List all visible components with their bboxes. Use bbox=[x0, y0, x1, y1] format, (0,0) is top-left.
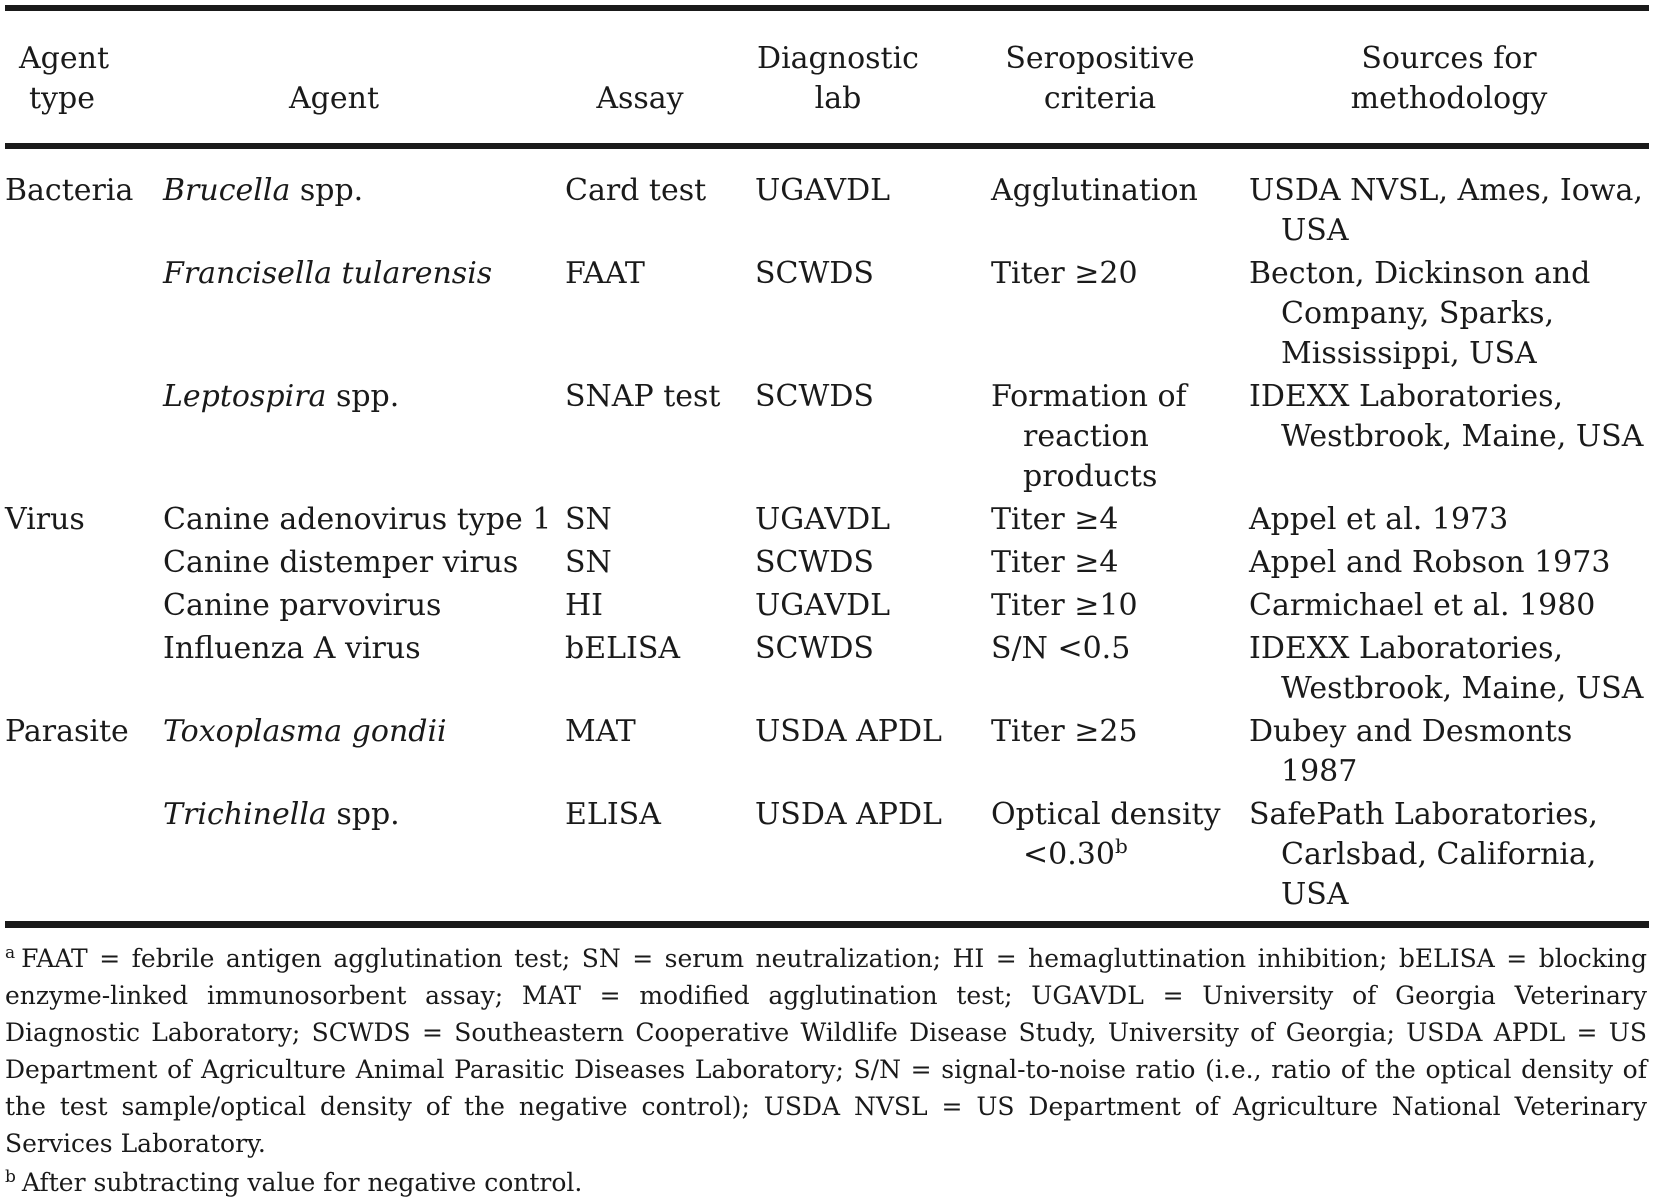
criteria-text: Titer ≥20 bbox=[991, 256, 1138, 291]
cell-criteria bbox=[991, 586, 1249, 629]
cell-assay: HI bbox=[565, 588, 604, 623]
cell-agent-type bbox=[5, 543, 163, 586]
cell-diagnostic-lab: SCWDS bbox=[755, 256, 874, 291]
header-agent-type-line2: type bbox=[29, 81, 95, 116]
agent-name-italic: Brucella bbox=[163, 173, 291, 208]
agent-name-text: spp. bbox=[326, 379, 400, 414]
cell-assay: MAT bbox=[565, 714, 636, 749]
agent-name-text: spp. bbox=[326, 797, 400, 832]
cell-agent-type bbox=[5, 586, 163, 629]
cell-source: SafePath Laboratories, Carlsbad, California, USA bbox=[1249, 797, 1598, 912]
cell-agent-type bbox=[5, 712, 163, 795]
table-header bbox=[5, 11, 1649, 143]
cell-diagnostic-lab: SCWDS bbox=[755, 545, 874, 580]
header-criteria-line2: criteria bbox=[1043, 81, 1157, 116]
header-assay: Assay bbox=[596, 81, 684, 116]
cell-assay: bELISA bbox=[565, 631, 681, 666]
cell-diagnostic-lab: USDA APDL bbox=[755, 714, 942, 749]
cell-diagnostic-lab: SCWDS bbox=[755, 379, 874, 414]
footnote-a bbox=[5, 940, 1647, 1162]
footnote-b bbox=[5, 1164, 1647, 1201]
criteria-text: Optical density <0.30 bbox=[991, 797, 1221, 872]
cell-assay: FAAT bbox=[565, 256, 645, 291]
cell-agent bbox=[163, 629, 565, 712]
header-diagnostic-lab bbox=[755, 11, 991, 143]
criteria-text: Titer ≥25 bbox=[991, 714, 1138, 749]
cell-agent bbox=[163, 586, 565, 629]
agent-name-text: Canine adenovirus type 1 bbox=[163, 502, 552, 537]
header-lab-line2: lab bbox=[814, 81, 862, 116]
cell-assay: Card test bbox=[565, 173, 707, 208]
cell-source: IDEXX Laboratories, Westbrook, Maine, USA bbox=[1249, 379, 1644, 454]
header-agent-type-line1: Agent bbox=[19, 41, 109, 76]
cell-source: Dubey and Desmonts 1987 bbox=[1249, 714, 1573, 789]
cell-assay: SN bbox=[565, 545, 612, 580]
header-seropositive-criteria bbox=[991, 11, 1249, 143]
cell-agent-type bbox=[5, 171, 163, 254]
cell-assay: ELISA bbox=[565, 797, 661, 832]
agent-type-text: Bacteria bbox=[5, 173, 134, 208]
cell-diagnostic-lab: USDA APDL bbox=[755, 797, 942, 832]
cell-source: Becton, Dickinson and Company, Sparks, Mississippi, USA bbox=[1249, 256, 1591, 371]
footnote-a-text: FAAT = febrile antigen agglutination test; SN = serum neutralization; HI = hemagluttination inhibition; bELISA = blocking enzyme-linked immunosorbent assay; MAT = modified agglutination test; UGAVDL = University of Georgia Veterinary Diagnostic Laboratory; SCWDS = Southeastern Cooperative Wildlife Disease Study, University of Georgia; USDA APDL = US Department of Agriculture Animal Parasitic Diseases Laboratory; S/N = signal-to-noise ratio (i.e., ratio of the optical density of the test sample/optical density of the negative control); USDA NVSL = US Department of Agriculture National Veterinary Services Laboratory. bbox=[5, 944, 1647, 1158]
header-lab-line1: Diagnostic bbox=[757, 41, 919, 76]
agent-type-text: Parasite bbox=[5, 714, 129, 749]
cell-source: Carmichael et al. 1980 bbox=[1249, 588, 1596, 623]
agent-name-text: spp. bbox=[290, 173, 364, 208]
cell-agent bbox=[163, 377, 565, 500]
header-agent: Agent bbox=[289, 81, 379, 116]
cell-agent bbox=[163, 171, 565, 254]
cell-criteria bbox=[991, 712, 1249, 795]
cell-assay: SN bbox=[565, 502, 612, 537]
header-sources-line2: methodology bbox=[1350, 81, 1548, 116]
table-bottom-rule bbox=[5, 921, 1649, 928]
agent-name-italic: Francisella tularensis bbox=[163, 256, 493, 291]
agent-name-italic: Toxoplasma gondii bbox=[163, 714, 447, 749]
agent-name-text: Canine parvovirus bbox=[163, 588, 442, 623]
criteria-text: S/N <0.5 bbox=[991, 631, 1131, 666]
cell-assay: SNAP test bbox=[565, 379, 721, 414]
cell-diagnostic-lab: SCWDS bbox=[755, 631, 874, 666]
agent-name-text: Canine distemper virus bbox=[163, 545, 519, 580]
agent-name-text: Influenza A virus bbox=[163, 631, 421, 666]
cell-agent bbox=[163, 254, 565, 377]
cell-criteria bbox=[991, 795, 1249, 915]
table-body bbox=[5, 149, 1649, 915]
footnote-b-text: After subtracting value for negative control. bbox=[21, 1168, 583, 1197]
cell-criteria bbox=[991, 171, 1249, 254]
footnote-b-mark: b bbox=[5, 1166, 16, 1187]
criteria-text: Formation of reaction products bbox=[991, 379, 1187, 494]
header-sources bbox=[1249, 11, 1649, 143]
agent-name-italic: Leptospira bbox=[163, 379, 327, 414]
header-criteria-line1: Seropositive bbox=[1005, 41, 1195, 76]
cell-agent bbox=[163, 795, 565, 915]
cell-agent-type bbox=[5, 254, 163, 377]
cell-agent bbox=[163, 500, 565, 543]
cell-criteria bbox=[991, 500, 1249, 543]
criteria-text: Agglutination bbox=[991, 173, 1198, 208]
cell-source: Appel and Robson 1973 bbox=[1249, 545, 1611, 580]
footnote-a-mark: a bbox=[5, 942, 16, 963]
table-footnotes bbox=[5, 940, 1649, 1201]
cell-criteria bbox=[991, 254, 1249, 377]
data-table bbox=[5, 5, 1649, 1201]
cell-diagnostic-lab: UGAVDL bbox=[755, 588, 891, 623]
agent-type-text: Virus bbox=[5, 502, 85, 537]
cell-source: IDEXX Laboratories, Westbrook, Maine, USA bbox=[1249, 631, 1644, 706]
header-agent-type bbox=[5, 11, 163, 143]
header-sources-line1: Sources for bbox=[1361, 41, 1537, 76]
criteria-footnote-mark: b bbox=[1114, 834, 1128, 858]
cell-diagnostic-lab: UGAVDL bbox=[755, 502, 891, 537]
cell-criteria bbox=[991, 377, 1249, 500]
criteria-text: Titer ≥4 bbox=[991, 545, 1119, 580]
cell-agent-type bbox=[5, 795, 163, 915]
cell-criteria bbox=[991, 543, 1249, 586]
cell-agent-type bbox=[5, 500, 163, 543]
criteria-text: Titer ≥4 bbox=[991, 502, 1119, 537]
agent-name-italic: Trichinella bbox=[163, 797, 327, 832]
criteria-text: Titer ≥10 bbox=[991, 588, 1138, 623]
cell-diagnostic-lab: UGAVDL bbox=[755, 173, 891, 208]
cell-source: USDA NVSL, Ames, Iowa, USA bbox=[1249, 173, 1643, 248]
cell-criteria bbox=[991, 629, 1249, 712]
cell-agent bbox=[163, 543, 565, 586]
cell-agent-type bbox=[5, 629, 163, 712]
cell-agent bbox=[163, 712, 565, 795]
cell-source: Appel et al. 1973 bbox=[1249, 502, 1509, 537]
cell-agent-type bbox=[5, 377, 163, 500]
